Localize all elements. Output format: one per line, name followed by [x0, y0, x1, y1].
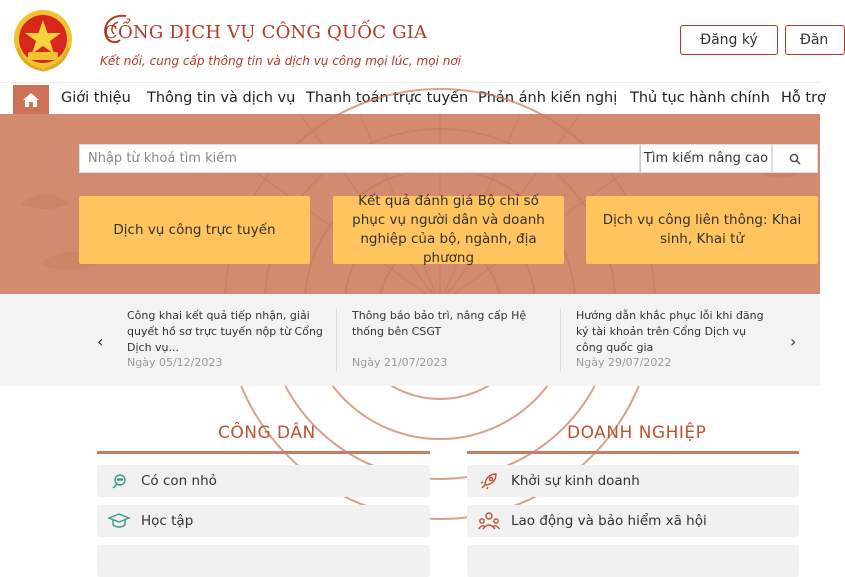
search-input[interactable] [80, 145, 639, 172]
home-icon [22, 92, 40, 108]
advanced-search-button[interactable]: Tìm kiếm nâng cao [640, 144, 772, 173]
category-row-partial[interactable] [97, 545, 430, 577]
nav-home-button[interactable] [13, 85, 49, 115]
news-title[interactable]: Thông báo bảo trì, nâng cấp Hệ thống bên CSGT [352, 309, 527, 338]
nav-item-phan-anh[interactable]: Phản ánh kiến nghị [478, 90, 618, 106]
login-button[interactable]: Đăn [785, 25, 845, 55]
section-title-citizen: CÔNG DÂN [218, 423, 316, 443]
news-date: Ngày 05/12/2023 [127, 356, 223, 369]
category-hoc-tap[interactable] [97, 505, 430, 537]
graduation-cap-icon [97, 512, 141, 530]
category-lao-dong-bhxh[interactable] [467, 505, 799, 537]
register-button[interactable]: Đăng ký [680, 25, 778, 55]
card-online-public-services[interactable]: Dịch vụ công trực tuyến [79, 196, 310, 264]
category-co-con-nho[interactable] [97, 465, 430, 497]
chevron-left-icon[interactable]: ‹ [97, 332, 104, 351]
search-box [79, 144, 640, 173]
news-date: Ngày 21/07/2023 [352, 356, 448, 369]
search-icon [789, 153, 801, 165]
news-item[interactable] [576, 308, 776, 369]
news-title[interactable]: Hướng dẫn khắc phục lỗi khi đăng ký tài khoản trên Cổng Dịch vụ công quốc gia [576, 309, 764, 354]
section-title-business: DOANH NGHIỆP [567, 423, 707, 443]
news-carousel [0, 294, 820, 386]
nav-item-thong-tin-dich-vu[interactable]: Thông tin và dịch vụ [147, 90, 296, 106]
nav-item-ho-tro[interactable]: Hỗ trợ [781, 90, 826, 106]
category-label: Lao động và bảo hiểm xã hội [511, 513, 707, 529]
news-divider [336, 308, 337, 372]
main-nav [0, 82, 826, 114]
category-label: Có con nhỏ [141, 473, 217, 489]
nav-item-thu-tuc[interactable]: Thủ tục hành chính [630, 90, 770, 106]
hero-banner [0, 114, 820, 294]
news-divider [560, 308, 561, 372]
category-label: Học tập [141, 513, 194, 529]
search-button[interactable] [772, 144, 818, 173]
rocket-icon [467, 471, 511, 491]
news-date: Ngày 29/07/2022 [576, 356, 672, 369]
nav-item-thanh-toan[interactable]: Thanh toán trực tuyến [306, 90, 469, 106]
card-evaluation-index[interactable]: Kết quả đánh giá Bộ chỉ số phục vụ người dân và doanh nghiệp của bộ, ngành, địa phương [333, 196, 564, 264]
category-row-partial[interactable] [467, 545, 799, 577]
site-header [0, 0, 829, 82]
portal-title[interactable]: CỔNG DỊCH VỤ CÔNG QUỐC GIA [104, 22, 428, 43]
section-divider [97, 451, 430, 454]
workers-icon [467, 511, 511, 531]
category-label: Khởi sự kinh doanh [511, 473, 640, 489]
section-divider [467, 451, 799, 454]
news-title[interactable]: Công khai kết quả tiếp nhận, giải quyết hồ sơ trực tuyến nộp từ Cổng Dịch vụ... [127, 309, 323, 354]
portal-slogan: Kết nối, cung cấp thông tin và dịch vụ công mọi lúc, mọi nơi [100, 54, 461, 68]
category-khoi-su-kinh-doanh[interactable] [467, 465, 799, 497]
nav-item-gioi-thieu[interactable]: Giới thiệu [61, 90, 131, 106]
baby-icon [97, 471, 141, 491]
national-emblem-icon[interactable] [12, 8, 74, 72]
card-birth-death-services[interactable]: Dịch vụ công liên thông: Khai sinh, Khai tử [586, 196, 818, 264]
news-item[interactable] [127, 308, 327, 369]
chevron-right-icon[interactable]: › [790, 332, 797, 351]
news-item[interactable] [352, 308, 552, 369]
